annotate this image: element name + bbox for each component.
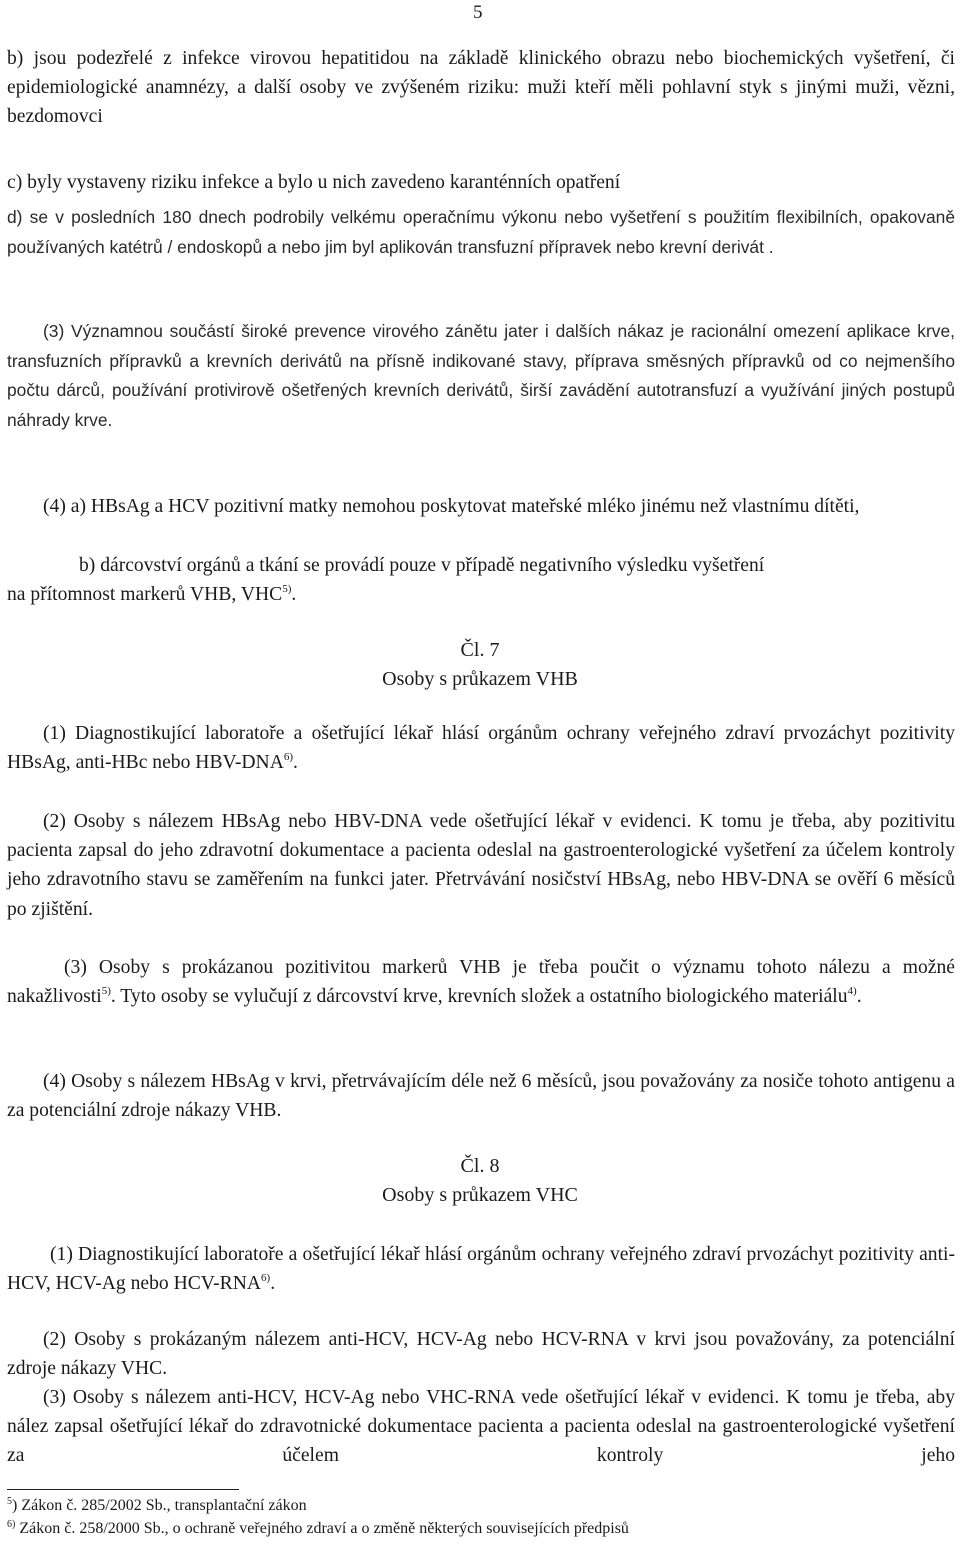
footnote-marker: 5 [7,1496,12,1507]
paragraph-4b-text: na přítomnost markerů VHB, VHC [7,584,283,605]
article-7-paragraph-4: (4) Osoby s nálezem HBsAg v krvi, přetrvávajícím déle než 6 měsíců, jsou považovány za nosiče tohoto antigenu a za potenciální zdroje nákazy VHB. [7,1071,955,1122]
article-7-paragraph-3 [7,953,955,1011]
footnote-marker: 6) [7,1519,16,1530]
article-7-paragraph-3-text-2: . Tyto osoby se vylučují z dárcovství krve, krevních složek a ostatního biologického materiálu [110,986,848,1008]
article-7-paragraph-3-text: (3) Osoby s prokázanou pozitivitou markerů VHB je třeba poučit o významu tohoto nálezu a možné nakažlivosti [7,957,955,1008]
item-b: b) jsou podezřelé z infekce virovou hepatitidou na základě klinického obrazu nebo biochemických vyšetření, či epidemiologické anamnézy, a další osoby ve zvýšeném riziku: muži kteří měli pohlavní styk s jinými muži, vězni, bezdomovci [7,48,955,128]
footnote-ref: 4) [847,985,857,998]
item-d: d) se v posledních 180 dnech podrobily velkému operačnímu výkonu nebo vyšetření s použitím flexibilních, opakovaně používaných katétrů / endoskopů a nebo jim byl aplikován transfuzní přípravek nebo krevní derivát . [7,207,955,257]
footnote-ref: 6) [261,1272,271,1285]
punctuation: . [856,986,862,1008]
paragraph-4a: (4) a) HBsAg a HCV pozitivní matky nemohou poskytovat mateřské mléko jinému než vlastnímu dítěti, [43,496,860,517]
footnote-5 [7,1496,307,1516]
page-number: 5 [473,2,483,23]
article-7-title: Osoby s průkazem VHB [382,668,578,690]
item-c: c) byly vystaveny riziku infekce a bylo u nich zavedeno karanténních opatření [7,172,621,193]
article-7-number: Čl. 7 [460,639,500,661]
paragraph-3: (3) Významnou součástí široké prevence virového zánětu jater i dalších nákaz je racionální omezení aplikace krve, transfuzních přípravků a krevních derivátů na přísně indikované stavy, příprava směsných přípravků od co nejmenšího počtu dárců, používání protivirově ošetřených krevních derivátů, širší zavádění autotransfuzí a využívání jiných postupů náhrady krve. [7,321,955,430]
article-8-number: Čl. 8 [460,1155,500,1177]
footnote-6 [7,1519,629,1539]
article-7-paragraph-2: (2) Osoby s nálezem HBsAg nebo HBV-DNA vede ošetřující lékař v evidenci. K tomu je třeba, aby pozitivitu pacienta zapsal do jeho zdravotní dokumentace a pacienta odeslal na gastroenterologické vyšetření za účelem kontroly jeho zdravotního stavu se zaměřením na funkci jater. Přetrvávání nosičství HBsAg, nebo HBV-DNA se ověří 6 měsíců po zjištění. [7,811,955,920]
article-8-paragraph-1-text: (1) Diagnostikující laboratoře a ošetřující lékař hlásí orgánům ochrany veřejného zdraví prvozáchyt pozitivity anti-HCV, HCV-Ag nebo HCV-RNA [7,1244,955,1295]
article-7-paragraph-1-text: (1) Diagnostikující laboratoře a ošetřující lékař hlásí orgánům ochrany veřejného zdraví prvozáchyt pozitivity HBsAg, anti-HBc nebo HBV-DNA [7,723,955,774]
paragraph-4b-line2 [7,580,955,609]
footnote-ref: 5) [282,583,292,595]
footnote-text: Zákon č. 258/2000 Sb., o ochraně veřejného zdraví a o změně některých souvisejících předpisů [15,1520,629,1537]
punctuation: . [291,584,297,605]
paragraph-4b-line1: b) dárcovství orgánů a tkání se provádí pouze v případě negativního výsledku vyšetření [79,555,765,576]
footnote-divider [7,1489,239,1490]
article-7-paragraph-1 [7,719,955,777]
article-8-title: Osoby s průkazem VHC [382,1184,578,1206]
footnote-text: ) Zákon č. 285/2002 Sb., transplantační zákon [12,1497,307,1514]
article-8-paragraph-1 [7,1240,955,1298]
punctuation: . [270,1273,276,1295]
article-8-paragraph-2: (2) Osoby s prokázaným nálezem anti-HCV, HCV-Ag nebo HCV-RNA v krvi jsou považovány, za potenciální zdroje nákazy VHC. [7,1329,955,1380]
footnote-ref: 5) [101,985,111,998]
punctuation: . [293,752,298,774]
footnote-ref: 6) [283,751,294,764]
article-8-paragraph-3: (3) Osoby s nálezem anti-HCV, HCV-Ag nebo VHC-RNA vede ošetřující lékař v evidenci. K tomu je třeba, aby nález zapsal ošetřující lékař do zdravotnické dokumentace pacienta a pacienta odeslal na gastroenterologické vyšetření za účelem kontroly jeho [7,1387,955,1467]
